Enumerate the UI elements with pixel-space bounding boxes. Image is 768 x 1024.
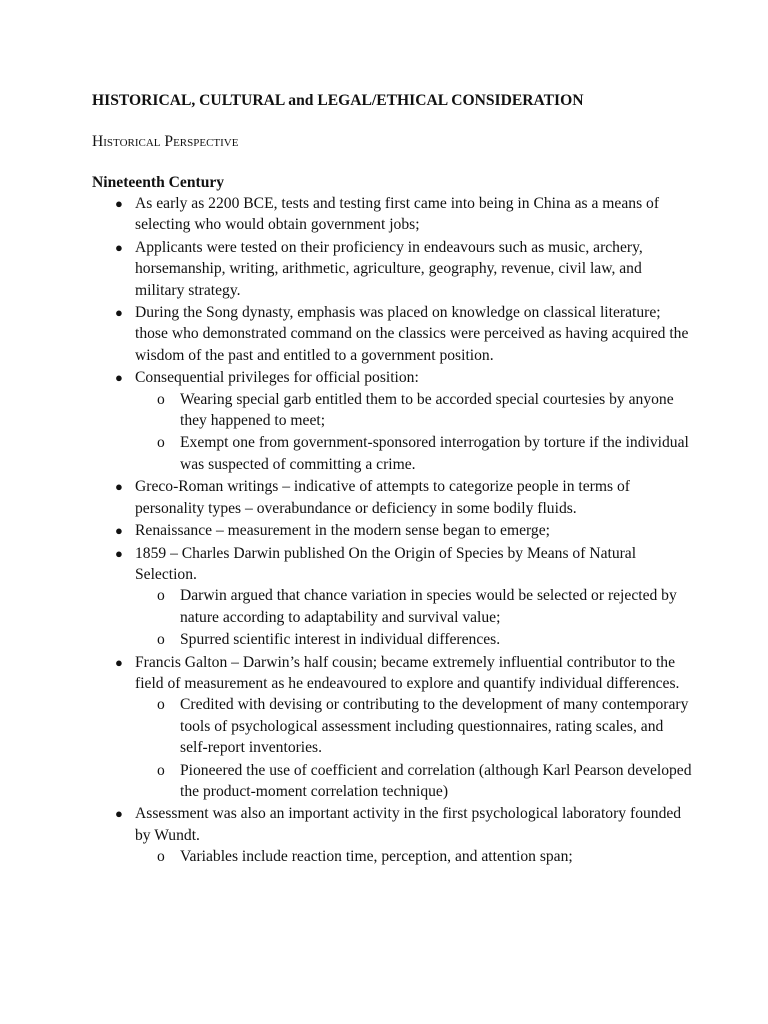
list-item [92,803,692,867]
bullet-icon: ● [115,523,123,539]
bullet-icon: ● [115,806,123,822]
list-item-text: Greco-Roman writings – indicative of attempts to categorize people in terms of personality types – overabundance or deficiency in some bodily fluids. [135,478,630,517]
sub-list-item [135,846,692,867]
sub-list-item [135,389,692,432]
circle-bullet-icon: o [157,434,165,452]
list-item [92,302,692,366]
bullet-icon: ● [115,196,123,211]
bullet-icon: ● [115,545,123,561]
bullet-list [92,193,692,869]
list-item [92,367,692,475]
bullet-icon: ● [115,370,123,386]
list-item [92,652,692,803]
sub-list-item-text: Credited with devising or contributing to the development of many contemporary tools of psychological assessment including questionnaires, rating scales, and self-report inventories. [180,696,689,757]
sub-list-item [135,760,692,803]
sub-list-item-text: Darwin argued that chance variation in species would be selected or rejected by nature according to adaptability and survival value; [180,587,677,626]
list-item-text: 1859 – Charles Darwin published On the Origin of Species by Means of Natural Selection. [135,544,637,583]
list-item-text: Consequential privileges for official position: [135,369,419,387]
document-title: HISTORICAL, CULTURAL and LEGAL/ETHICAL CONSIDERATION [92,92,584,109]
sub-list-item-text: Wearing special garb entitled them to be accorded special courtesies by anyone they happened to meet; [180,390,674,430]
circle-bullet-icon: o [157,631,165,649]
bullet-icon: ● [115,654,123,670]
bullet-icon: ● [115,239,123,255]
sub-list-item-text: Pioneered the use of coefficient and correlation (although Karl Pearson developed the product-moment correlation technique) [180,761,692,800]
list-item-text: Assessment was also an important activity in the first psychological laboratory founded by Wundt. [135,805,682,844]
sub-list-item-text: Exempt one from government-sponsored interrogation by torture if the individual was suspected of committing a crime. [180,434,689,473]
list-item-text: Applicants were tested on their proficiency in endeavours such as music, archery, horsemanship, writing, arithmetic, agriculture, geography, revenue, civil law, and military strategy. [135,238,643,299]
circle-bullet-icon: o [157,848,165,866]
list-item [92,193,692,236]
sub-list-item-text: Variables include reaction time, perception, and attention span; [180,848,573,866]
bullet-icon: ● [115,479,123,495]
section-heading: Historical Perspective [92,133,239,150]
list-item-text: As early as 2200 BCE, tests and testing first came into being in China as a means of selecting who would obtain government jobs; [135,195,660,234]
list-item [92,237,692,301]
list-item-text: Francis Galton – Darwin’s half cousin; became extremely influential contributor to the field of measurement as he endeavoured to explore and quantify individual differences. [135,653,680,692]
sub-list-item [135,585,692,628]
list-item-text: During the Song dynasty, emphasis was placed on knowledge on classical literature; those who demonstrated command on the classics were perceived as having acquired the wisdom of the past and entitled to a government position. [135,304,689,364]
circle-bullet-icon: o [157,696,165,714]
sub-list-item [135,694,692,758]
sub-list-item [135,629,692,650]
circle-bullet-icon: o [157,587,165,605]
list-item [92,543,692,651]
sub-bullet-list [135,389,692,476]
sub-list-item-text: Spurred scientific interest in individual differences. [180,631,501,649]
sub-bullet-list [135,694,692,802]
sub-bullet-list [135,846,692,867]
bullet-icon: ● [115,305,123,321]
list-item-text: Renaissance – measurement in the modern sense began to emerge; [135,522,550,540]
subsection-heading: Nineteenth Century [92,174,225,191]
circle-bullet-icon: o [157,390,165,408]
sub-bullet-list [135,585,692,650]
list-item [92,476,692,519]
circle-bullet-icon: o [157,761,165,779]
list-item [92,520,692,541]
sub-list-item [135,432,692,475]
